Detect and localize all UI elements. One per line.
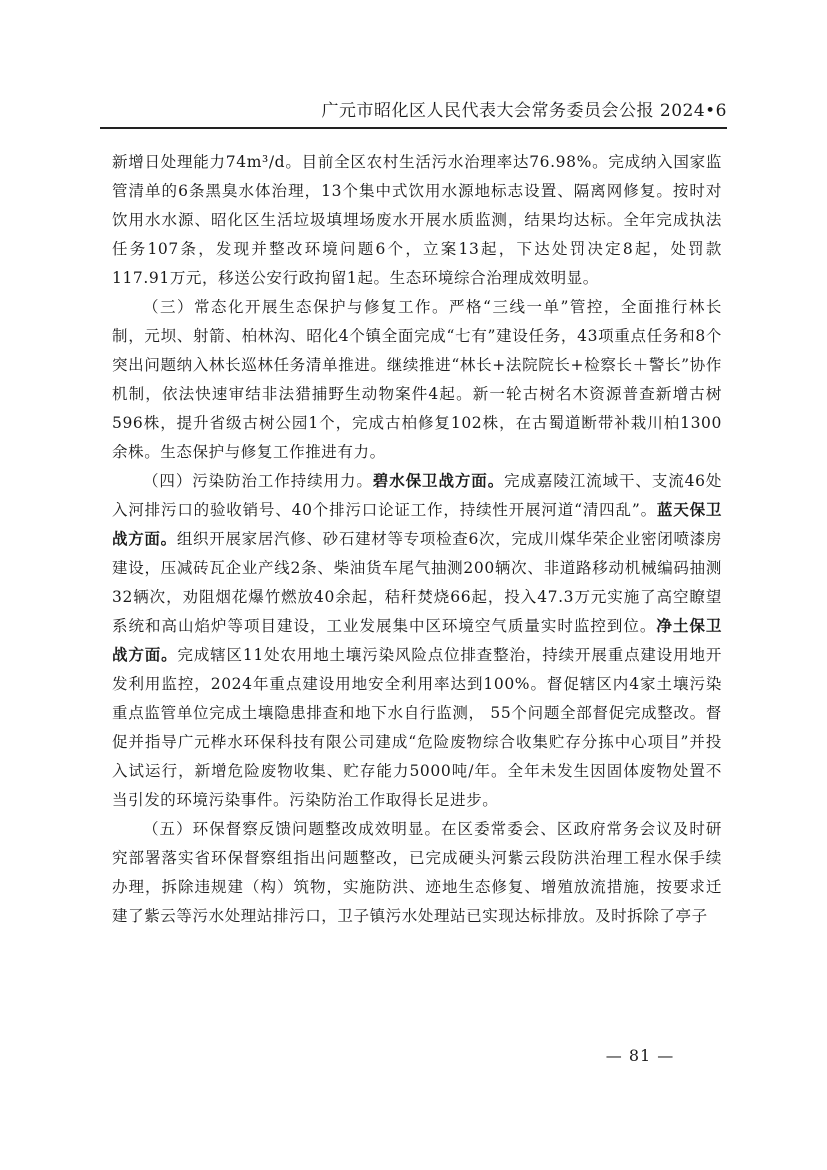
paragraph-inspection-rectification [112, 815, 722, 931]
text-water: 完成嘉陵江流域干、支流46处入河排污口的验收销号、40个排污口论证工作，持续性开展河道“清四乱”。 [112, 472, 722, 519]
section-heading-4: （四）污染防治工作持续用力。 [143, 472, 373, 490]
header-divider [100, 127, 727, 129]
section-body-3: 严格“三线一单”管控，全面推行林长制，元坝、射箭、柏林沟、昭化4个镇全面完成“七有”建设任务，43项重点任务和8个突出问题纳入林长巡林任务清单推进。继续推进“林长+法院院长+检察长＋警长”协作机制，依法快速审结非法猎捕野生动物案件4起。新一轮古树名木资源普查新增古树596株，提升省级古树公园1个，完成古柏修复102株，在古蜀道断带补栽川柏1300余株。生态保护与修复工作推进有力。 [112, 298, 722, 461]
text-air: 组织开展家居汽修、砂石建材等专项检查6次，完成川煤华荣企业密闭喷漆房建设，压减砖瓦企业产线2条、柴油货车尾气抽测200辆次、非道路移动机械编码抽测32辆次，劝阻烟花爆竹燃放40余起，秸秆焚烧66起，投入47.3万元实施了高空瞭望系统和高山焰炉等项目建设，工业发展集中区环境空气质量实时监控到位。 [112, 530, 723, 635]
publication-header: 广元市昭化区人民代表大会常务委员会公报 2024•6 [321, 101, 727, 121]
text-soil: 完成辖区11处农用地土壤污染风险点位排查整治，持续开展重点建设用地开发利用监控，2024年重点建设用地安全利用率达到100%。督促辖区内4家土壤污染重点监管单位完成土壤隐患排查和地下水自行监测， 55个问题全部督促完成整改。督促并指导广元桦水环保科技有限公司建成“危险废物综合收集贮存分拣中心项目”并投入试运行，新增危险废物收集、贮存能力5000吨/年。全年未发生因固体废物处置不当引发的环境污染事件。污染防治工作取得长足进步。 [112, 646, 722, 809]
section-heading-5: （五）环保督察反馈问题整改成效明显。 [143, 820, 441, 838]
subheading-air: 蓝天保卫战方面。 [112, 501, 722, 548]
page-number: — 81 — [605, 1046, 675, 1065]
section-heading-3: （三）常态化开展生态保护与修复工作。 [143, 298, 450, 316]
paragraph-ecological-protection [112, 293, 722, 467]
subheading-soil: 净土保卫战方面。 [112, 617, 722, 664]
paragraph-sewage-summary: 新增日处理能力74m³/d。目前全区农村生活污水治理率达76.98%。完成纳入国家监管清单的6条黑臭水体治理，13个集中式饮用水源地标志设置、隔离网修复。按时对饮用水水源、昭化区生活垃圾填埋场废水开展水质监测，结果均达标。全年完成执法任务107条，发现并整改环境问题6个，立案13起，下达处罚决定8起，处罚款117.91万元，移送公安行政拘留1起。生态环境综合治理成效明显。 [112, 153, 722, 287]
section-body-5: 在区委常委会、区政府常务会议及时研究部署落实省环保督察组指出问题整改，已完成硬头河紫云段防洪治理工程水保手续办理，拆除违规建（构）筑物，实施防洪、迹地生态修复、增殖放流措施，按要求迁建了紫云等污水处理站排污口，卫子镇污水处理站已实现达标排放。及时拆除了亭子 [112, 820, 722, 925]
subheading-water: 碧水保卫战方面。 [372, 472, 505, 490]
document-body [112, 148, 722, 931]
paragraph-pollution-control [112, 467, 722, 815]
